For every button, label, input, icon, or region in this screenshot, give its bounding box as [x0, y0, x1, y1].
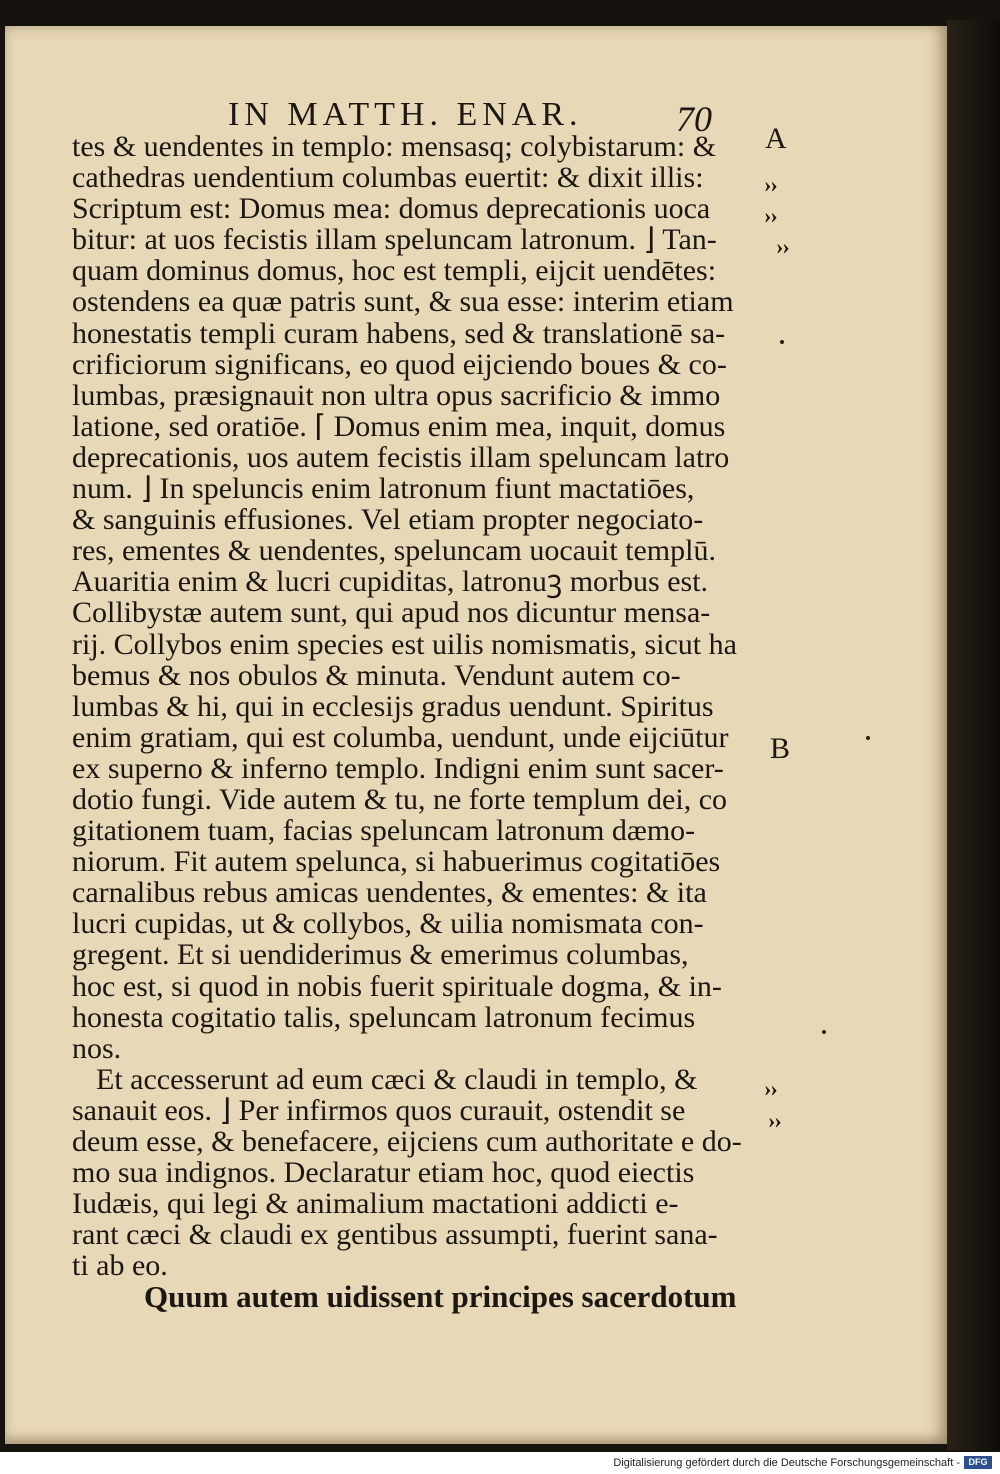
text-line: Et accesserunt ad eum cæci & claudi in templo, &	[96, 1062, 698, 1096]
text-line: rant cæci & claudi ex gentibus assumpti, fuerint sana-	[72, 1218, 718, 1252]
text-line: rij. Collybos enim species est uilis nomismatis, sicut ha	[72, 627, 737, 661]
text-line: Auaritia enim & lucri cupiditas, latronuꝫ morbus est.	[72, 565, 709, 599]
margin-letter-a: A	[765, 122, 787, 155]
text-line: ostendens ea quæ patris sunt, & sua esse: interim etiam	[72, 285, 734, 319]
text-line: & sanguinis effusiones. Vel etiam propter negociato-	[72, 503, 704, 537]
text-line: nos.	[72, 1031, 122, 1065]
text-line: deum esse, & benefacere, eijciens cum authoritate e do-	[72, 1125, 742, 1158]
footer-bar	[0, 1452, 1000, 1474]
footer-credit: Digitalisierung gefördert durch die Deutsche Forschungsgemeinschaft -	[613, 1457, 960, 1469]
text-line: honesta cogitatio talis, speluncam latronum fecimus	[72, 1000, 696, 1034]
text-line: num. ⌋ In speluncis enim latronum fiunt mactatiōes,	[72, 472, 695, 506]
margin-quote-mark: ››	[764, 1076, 777, 1101]
margin-quote-mark: ››	[764, 203, 777, 228]
text-line: Scriptum est: Domus mea: domus deprecationis uoca	[72, 192, 711, 226]
text-line: lumbas, præsignauit non ultra opus sacrificio & immo	[72, 378, 721, 412]
text-line: tes & uendentes in templo: mensasq; colybistarum: &	[72, 130, 717, 163]
text-line: ex superno & inferno templo. Indigni enim sunt sacer-	[72, 751, 724, 785]
text-line: mo sua indignos. Declaratur etiam hoc, quod eiectis	[72, 1156, 695, 1190]
text-line: ti ab eo.	[72, 1249, 168, 1283]
text-line: lumbas & hi, qui in ecclesijs gradus uendunt. Spiritus	[72, 689, 714, 723]
text-line: enim gratiam, qui est columba, uendunt, unde eijciūtur	[72, 720, 729, 754]
text-line: dotio fungi. Vide autem & tu, ne forte templum dei, co	[72, 782, 728, 816]
text-line: lucri cupidas, ut & collybos, & uilia nomismata con-	[72, 907, 704, 941]
text-line: sanauit eos. ⌋ Per infirmos quos curauit, ostendit se	[72, 1093, 686, 1127]
text-line: hoc est, si quod in nobis fuerit spirituale dogma, & in-	[72, 969, 722, 1003]
text-line: bemus & nos obulos & minuta. Vendunt autem co-	[72, 658, 681, 692]
margin-quote-mark: ››	[764, 172, 777, 197]
text-line: gitationem tuam, facias speluncam latronum dæmo-	[72, 814, 696, 848]
folio-number: 70	[676, 99, 712, 139]
dfg-logo: DFG	[964, 1456, 992, 1469]
text-line: quam dominus domus, hoc est templi, eijcit uendētes:	[72, 254, 717, 288]
text-line: crificiorum significans, eo quod eijciendo boues & co-	[72, 347, 727, 381]
text-line: Collibystæ autem sunt, qui apud nos dicuntur mensa-	[72, 596, 711, 630]
text-line: Iudæis, qui legi & animalium mactationi addicti e-	[72, 1187, 679, 1221]
running-head: IN MATTH. ENAR.	[228, 96, 583, 133]
text-line-catchword: Quum autem uidissent principes sacerdotum	[144, 1279, 737, 1315]
margin-dot	[822, 1030, 826, 1034]
text-line: gregent. Et si uendiderimus & emerimus columbas,	[72, 938, 689, 972]
text-line: deprecationis, uos autem fecistis illam speluncam latro	[72, 440, 730, 474]
margin-quote-mark: ››	[768, 1108, 781, 1133]
text-line: bitur: at uos fecistis illam speluncam latronum. ⌋ Tan-	[72, 223, 717, 257]
margin-dot	[780, 340, 784, 344]
text-line: niorum. Fit autem spelunca, si habuerimus cogitatiōes	[72, 845, 721, 879]
text-line: latione, sed oratiōe. ⌈ Domus enim mea, inquit, domus	[72, 409, 726, 443]
text-line: honestatis templi curam habens, sed & translationē sa-	[72, 316, 726, 350]
margin-quote-mark: ››	[776, 234, 789, 259]
body-text	[72, 131, 762, 1313]
text-line: res, ementes & uendentes, speluncam uocauit templū.	[72, 534, 716, 568]
book-spine-shadow	[947, 20, 1000, 1450]
margin-dot	[866, 736, 870, 740]
text-line: cathedras uendentium columbas euertit: & dixit illis:	[72, 161, 704, 195]
text-line: carnalibus rebus amicas uendentes, & ementes: & ita	[72, 876, 707, 910]
margin-letter-b: B	[770, 732, 791, 765]
